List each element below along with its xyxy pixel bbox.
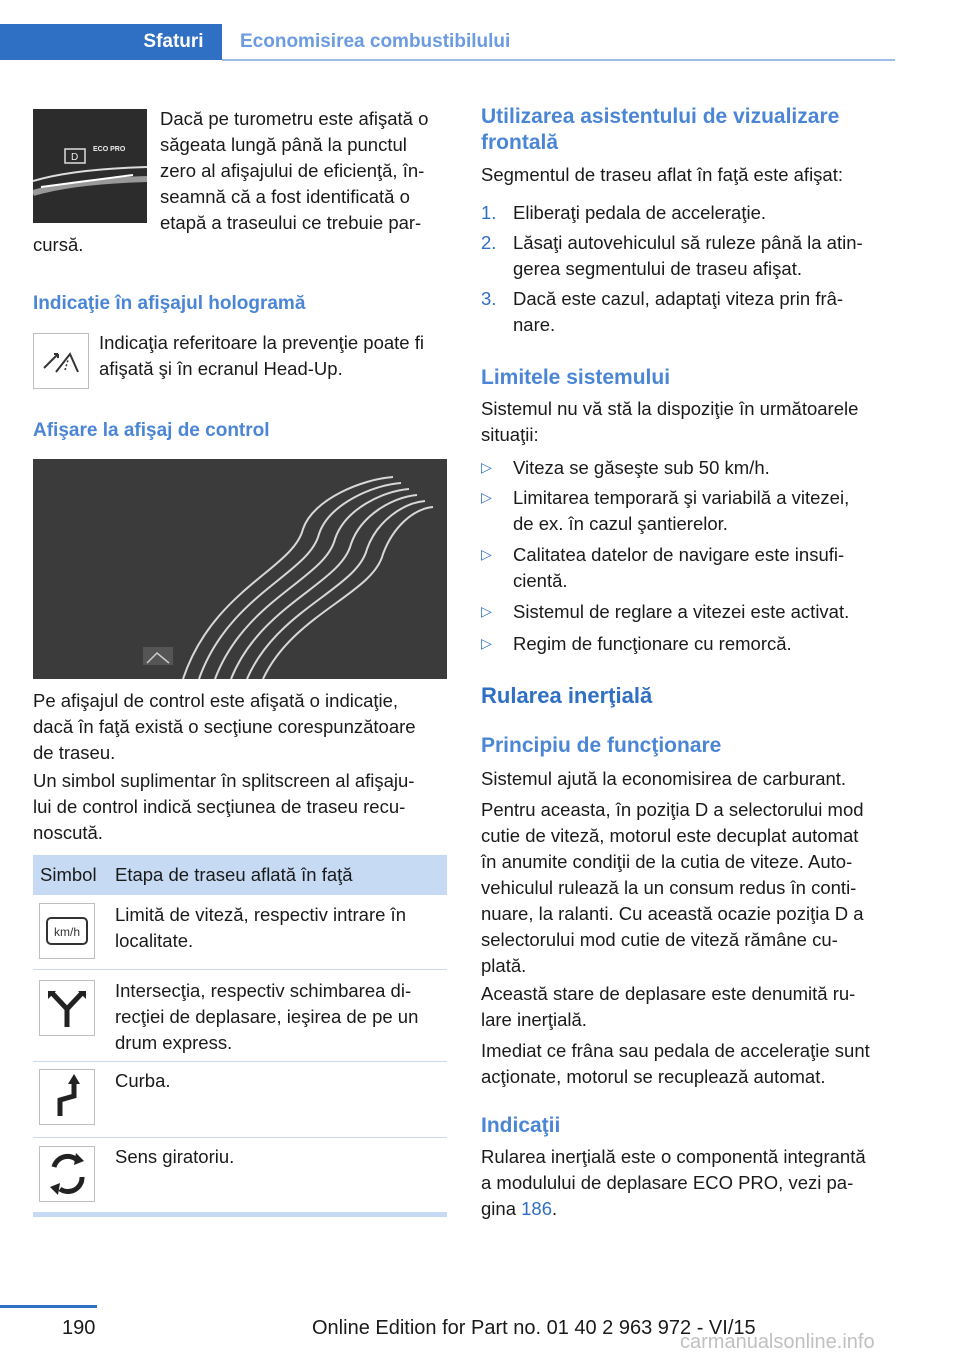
steps-list	[481, 200, 901, 342]
paragraph-line: cutie de viteză, motorul este decuplat automat	[481, 825, 859, 846]
page-link[interactable]: 186	[521, 1198, 552, 1219]
list-item	[481, 200, 901, 230]
paragraph-line: dacă în faţă există o secţiune corespunzătoare	[33, 716, 416, 737]
triangle-bullet-icon: ▷	[481, 489, 492, 505]
intro-line: Dacă pe turometru este afişată o	[160, 108, 429, 129]
page-number: 190	[62, 1317, 96, 1339]
table-col-stage: Etapa de traseu aflată în faţă	[115, 864, 353, 885]
bullet-text: de ex. în cazul şantierelor.	[513, 513, 728, 534]
bullet-text: Sistemul de reglare a vitezei este activat.	[513, 601, 850, 622]
paragraph-line: în anumite condiţii de la cutia de viteze. Auto‐	[481, 851, 853, 872]
hologram-line: Indicaţia referitoare la prevenţie poate fi	[99, 332, 424, 353]
tachometer-image	[33, 109, 147, 223]
step-text: Lăsaţi autovehiculul să ruleze până la atin‐	[513, 232, 863, 253]
road-lines-graphic	[33, 459, 447, 679]
row-text	[115, 1068, 171, 1094]
watermark: carmanualsonline.info	[680, 1331, 875, 1353]
limits-list	[481, 455, 901, 661]
principle-paragraph	[481, 797, 864, 979]
paragraph-line: Rularea inerţială este o componentă integrantă	[481, 1146, 866, 1167]
hud-heading-line: frontală	[481, 131, 559, 154]
principle-heading: Principiu de funcţionare	[481, 734, 722, 757]
table-header	[33, 855, 447, 895]
paragraph-line: Imediat ce frâna sau pedala de acceleraţie sunt	[481, 1040, 870, 1061]
row-text	[115, 1144, 234, 1170]
row-line: recţiei de deplasare, ieşirea de pe un	[115, 1006, 419, 1027]
list-item	[481, 286, 901, 342]
limits-line: situaţii:	[481, 424, 539, 445]
row-divider	[33, 1061, 447, 1062]
notes-text: gina	[481, 1198, 516, 1219]
control-display-image	[33, 459, 447, 679]
step-text: gerea segmentului de traseu afişat.	[513, 258, 802, 279]
paragraph-line: lare inerţială.	[481, 1009, 587, 1030]
list-item	[481, 542, 901, 599]
page-header	[0, 24, 895, 62]
paragraph-line: lui de control indică secţiunea de traseu recu‐	[33, 796, 406, 817]
paragraph-line: selectorului mod cutie de viteză rămâne cu‐	[481, 929, 838, 950]
hologram-text	[99, 330, 424, 382]
list-item	[481, 631, 901, 661]
curve-icon	[39, 1069, 95, 1125]
row-line: Limită de viteză, respectiv intrare în	[115, 904, 406, 925]
table-bottom-bar	[33, 1212, 447, 1217]
principle-line: Sistemul ajută la economisirea de carburant.	[481, 768, 847, 789]
step-text: Dacă este cazul, adaptaţi viteza prin frâ‐	[513, 288, 844, 309]
speed-limit-icon	[39, 903, 95, 959]
warning-road-icon	[33, 333, 89, 389]
intro-line: cursă.	[33, 234, 84, 255]
bullet-text: Calitatea datelor de navigare este insufi‐	[513, 544, 845, 565]
bullet-text: Viteza se găseşte sub 50 km/h.	[513, 457, 770, 478]
control-paragraph-1	[33, 688, 416, 766]
paragraph-line: vehiculul rulează la un consum redus în conti‐	[481, 877, 857, 898]
hud-heading-line: Utilizarea asistentului de vizualizare	[481, 105, 840, 128]
table-col-symbol: Simbol	[40, 864, 97, 885]
coasting-heading: Rularea inerţială	[481, 683, 653, 708]
header-section: Sfaturi	[143, 31, 204, 52]
row-text	[115, 978, 418, 1056]
coasting-state-paragraph	[481, 981, 855, 1033]
paragraph-line: a modulului de deplasare ECO PRO, vezi pa‐	[481, 1172, 854, 1193]
row-divider	[33, 969, 447, 970]
hud-heading	[481, 104, 839, 156]
paragraph-line: Pentru aceasta, în poziţia D a selectorului mod	[481, 799, 864, 820]
paragraph-line: Această stare de deplasare este denumită ru‐	[481, 983, 856, 1004]
speed-limit-text: km/h	[53, 925, 81, 939]
step-number: 3.	[481, 288, 497, 309]
step-text: Eliberaţi pedala de acceleraţie.	[513, 202, 766, 223]
intro-text	[160, 106, 428, 236]
hud-intro: Segmentul de traseu aflat în faţă este afişat:	[481, 164, 843, 185]
row-line: localitate.	[115, 930, 194, 951]
row-line: Curba.	[115, 1070, 171, 1091]
row-line: Sens giratoriu.	[115, 1146, 235, 1167]
header-divider	[222, 59, 895, 61]
limits-line: Sistemul nu vă stă la dispoziţie în următoarele	[481, 398, 859, 419]
recouple-paragraph	[481, 1038, 870, 1090]
footer-accent-line	[0, 1305, 97, 1308]
hologram-line: afişată şi în ecranul Head-Up.	[99, 358, 343, 379]
row-line: Intersecţia, respectiv schimbarea di‐	[115, 980, 412, 1001]
paragraph-line: de traseu.	[33, 742, 116, 763]
bullet-text: Limitarea temporară şi variabilă a vitezei,	[513, 487, 850, 508]
gauge-gear-label: D	[71, 152, 79, 163]
control-paragraph-2	[33, 768, 414, 846]
limits-text	[481, 396, 858, 448]
junction-icon	[39, 980, 95, 1036]
step-number: 2.	[481, 232, 497, 253]
notes-text: .	[552, 1198, 558, 1219]
list-item	[481, 455, 901, 485]
row-divider	[33, 1137, 447, 1138]
row-text	[115, 902, 406, 954]
list-item	[481, 230, 901, 286]
paragraph-line: noscută.	[33, 822, 103, 843]
gauge-mode-label: ECO PRO	[93, 146, 126, 153]
triangle-bullet-icon: ▷	[481, 635, 492, 651]
paragraph-line: Un simbol suplimentar în splitscreen al afişaju‐	[33, 770, 415, 791]
paragraph-line	[481, 1196, 866, 1222]
bullet-text: cientă.	[513, 570, 568, 591]
notes-paragraph	[481, 1144, 866, 1222]
paragraph-line: plată.	[481, 955, 527, 976]
intro-line: zero al afişajului de eficienţă, în‐	[160, 160, 425, 181]
header-title: Economisirea combustibilului	[240, 31, 511, 52]
intro-line: săgeata lungă până la punctul	[160, 134, 407, 155]
bullet-text: Regim de funcţionare cu remorcă.	[513, 633, 792, 654]
paragraph-line: nuare, la ralanti. Cu această ocazie poziţia D a	[481, 903, 864, 924]
notes-heading: Indicaţii	[481, 1114, 561, 1137]
limits-heading: Limitele sistemului	[481, 366, 671, 389]
intro-line: seamnă că a fost identificată o	[160, 186, 410, 207]
step-text: nare.	[513, 314, 556, 335]
hologram-heading: Indicaţie în afişajul hologramă	[33, 293, 306, 314]
row-line: drum express.	[115, 1032, 233, 1053]
list-item	[481, 485, 901, 542]
paragraph-line: acţionate, motorul se recuplează automat.	[481, 1066, 826, 1087]
intro-line: etapă a traseului ce trebuie par‐	[160, 212, 422, 233]
control-display-heading: Afişare la afişaj de control	[33, 420, 270, 441]
roundabout-icon	[39, 1146, 95, 1202]
paragraph-line: Pe afişajul de control este afişată o indicaţie,	[33, 690, 399, 711]
footer-edition: Online Edition for Part no. 01 40 2 963 972 - VI/15	[312, 1317, 756, 1339]
tachometer-graphic	[33, 109, 147, 223]
step-number: 1.	[481, 202, 497, 223]
triangle-bullet-icon: ▷	[481, 603, 492, 619]
triangle-bullet-icon: ▷	[481, 459, 492, 475]
triangle-bullet-icon: ▷	[481, 546, 492, 562]
list-item	[481, 599, 901, 631]
